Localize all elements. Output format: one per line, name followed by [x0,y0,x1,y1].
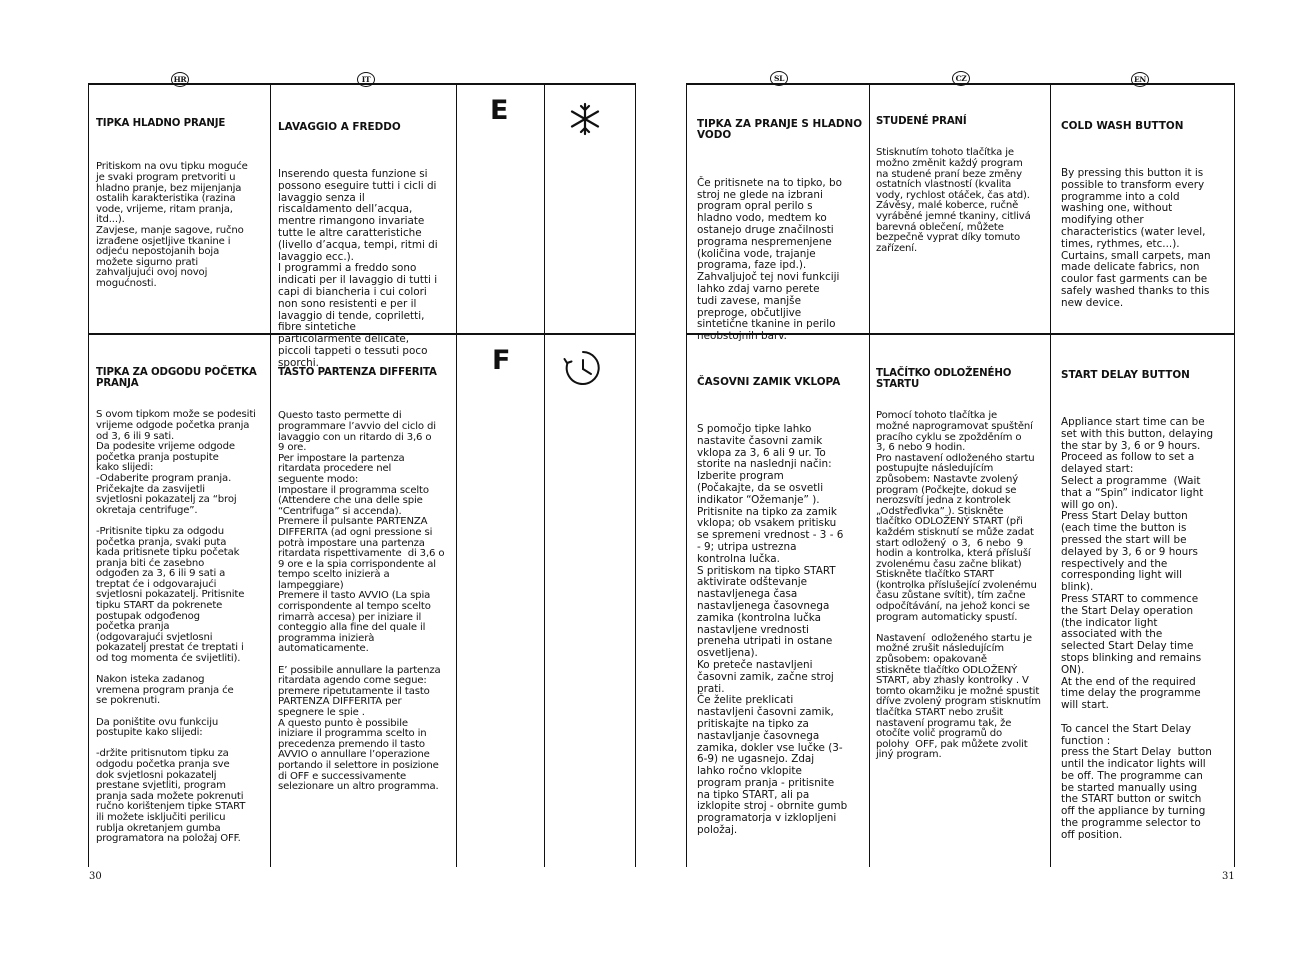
language-badge-it: IT [357,72,375,87]
column-divider [869,83,870,867]
section-body: Appliance start time can be set with this button, delaying the star by 3, 6 or 9 hours. Proceed as follow to set a delayed start: Select a programme (Wait that a “Spin” indicator light will go on). Press Start Delay button (each time the button is pressed the start will be delayed by 3, 6 or 9 hours respectively and the corresponding light will blink). Press START to commence the Start Delay operation (the indicator light associated with the selected Start Delay time stops blinking and remains ON). At the end of the required time delay the programme will start. To cancel the Start Delay function : press the Start Delay button until the indicator lights will be off. The programme can be started manually using the START button or switch off the appliance by turning the programme selector to off position. [1061,415,1214,841]
start-delay-text-cz [876,347,1048,772]
column-divider [686,83,687,867]
column-divider [1234,83,1235,867]
section-heading: COLD WASH BUTTON [1061,119,1184,132]
section-body: Pritiskom na ovu tipku moguće je svaki program pretvoriti u hladno pranje, bez mijenjanja ostalih karakteristika (razina vode, vrijeme, ritam pranja, itd...). Zavjese, manje sagove, ručno izrađene osjetljive tkanine i odjeću nepostojanih boja možete sigurno prati zahvaljujući ovoj novoj mogućnosti. [96,161,248,289]
section-body: Če pritisnete na to tipko, bo stroj ne glede na izbrani program opral perilo s hladno vodo, medtem ko ostanejo druge značilnosti programa nespremenjene (količina vode, trajanje programa, faze ipd.). Zahvaljujoč tej novi funkciji lahko zdaj varno perete tudi zavese, manjše preproge, občutljive sintetične tkanine in perilo neobstojnih barv. [697,176,842,343]
section-heading: TASTO PARTENZA DIFFERITA [278,367,437,379]
start-delay-text-en [1061,346,1233,853]
section-heading: STUDENÉ PRANÍ [876,116,967,128]
language-badge-sl: SL [770,71,788,86]
section-heading: LAVAGGIO A FREDDO [278,120,401,133]
snowflake-icon [567,101,603,137]
section-heading: TIPKA ZA ODGODU POČETKA PRANJA [96,367,257,390]
cold-wash-text-it [278,98,454,381]
column-divider [635,83,636,867]
language-badge-en: EN [1131,72,1149,87]
clock-delay-icon [563,349,603,389]
start-delay-text-hr [96,346,266,855]
section-body: Questo tasto permette di programmare l’avvio del ciclo di lavaggio con un ritardo di 3,6 o 9 ore. Per impostare la partenza ritardata procedere nel seguente modo: Impostare il programma scelto (Attendere che una delle spie “Centrifuga” si accenda). Premere il pulsante PARTENZA DIFFERITA (ad ogni pressione si potrà impostare una partenza ritardata rispettivamente di 3,6 o 9 ore e la spia corrispondente al tempo scelto inizierà a lampeggiare) Premere il tasto AVVIO (La spia corrispondente al tempo scelto rimarrà accesa) per iniziare il conteggio alla fine del quale il programma inizierà automaticamente. E’ possibile annullare la partenza ritardata agendo come segue: premere ripetutamente il tasto PARTENZA DIFFERITA per spegnere le spie . A questo punto è possibile iniziare il programma scelto in precedenza premendo il tasto AVVIO o annullare l’operazione portando il selettore in posizione di OFF e successivamente selezionare un altro programma. [278,410,445,793]
cold-wash-text-hr [96,97,266,300]
section-body: S ovom tipkom može se podesiti vrijeme odgode početka pranja od 3, 6 ili 9 sati. Da podesite vrijeme odgode početka pranja postupite kako slijedi: -Odaberite program pranja. Pričekajte da zasvijetli svjetlosni pokazatelj za “broj okretaja centrifuge”. -Pritisnite tipku za odgodu početka pranja, svaki puta kada pritisnete tipku početak pranja biti će zasebno odgođen za 3, 6 ili 9 sati a treptat će i odgovarajući svjetlosni pokazatelj. Pritisnite tipku START da pokrenete postupak odgođenog početka pranja (odgovarajući svjetlosni pokazatelj prestat će treptati i od tog momenta će svijetliti). Nakon isteka zadanog vremena program pranja će se pokrenuti. Da poništite ovu funkciju postupite kako slijedi: -držite pritisnutom tipku za odgodu početka pranja sve dok svjetlosni pokazatelj prestane svjetliti, program pranja sada možete pokrenuti ručno korištenjem tipke START ili možete isključiti perilicu rublja okretanjem gumba programatora na položaj OFF. [96,409,256,845]
section-heading: TIPKA ZA PRANJE S HLADNO VODO [697,117,863,142]
language-badge-hr: HR [171,72,189,87]
section-body: Inserendo questa funzione si possono eseguire tutti i cicli di lavaggio senza il riscaldamento dell’acqua, mentre rimangono invariate tutte le altre caratteristiche (livello d’acqua, tempi, ritmi di lavaggio ecc.). I programmi a freddo sono indicati per il lavaggio di tutti i capi di biancheria i cui colori non sono resistenti e per il lavaggio di tende, copriletti, fibre sintetiche particolarmente delicate, piccoli tappeti o tessuti poco sporchi. [278,167,438,369]
language-badge-cz: CZ [952,71,970,86]
section-letter-f: F [492,345,511,376]
start-delay-text-sl [697,353,867,849]
page-number-right: 31 [1222,871,1235,882]
section-body: Pomocí tohoto tlačítka je možné naprogramovat spuštění pracího cyklu se zpožděním o 3, 6 nebo 9 hodin. Pro nastavení odloženého startu postupujte následujícím způsobem: Nastavte zvolený program (Počkejte, dokud se nerozsvítí jedna z kontrolek „Odstřeďivka” ). Stiskněte tlačítko ODLOŽENÝ START (při každém stisknutí se může zadat start odložený o 3, 6 nebo 9 hodin a kontrolka, která přísluší zvolenému času začne blikat) Stiskněte tlačítko START (kontrolka příslušející zvolenému času zůstane svítit), tím začne odpočítávání, na jehož konci se program automaticky spustí. Nastavení odloženého startu je možné zrušit následujícím způsobem: opakovaně stiskněte tlačítko ODLOŽENÝ START, aby zhasly kontrolky . V tomto okamžiku je možné spustit dříve zvolený program stisknutím tlačítka START nebo zrušit nastavení programu tak, že otočíte volič programů do polohy OFF, pak můžete zvolit jiný program. [876,410,1041,761]
column-divider [456,83,457,867]
cold-wash-text-sl [697,95,867,355]
cold-wash-text-en [1061,97,1233,321]
section-letter-e: E [490,95,509,126]
page-number-left: 30 [89,871,102,882]
section-heading: TIPKA HLADNO PRANJE [96,118,226,130]
section-heading: START DELAY BUTTON [1061,368,1190,381]
section-heading: ČASOVNI ZAMIK VKLOPA [697,375,841,388]
cold-wash-text-cz [876,95,1048,265]
column-divider [88,83,89,867]
section-body: By pressing this button it is possible to transform every programme into a cold washing one, without modifying other characteristics (water level, times, rythmes, etc...). Curtains, small carpets, man made delicate fabrics, non coulor fast garments can be safely washed thanks to this new device. [1061,166,1211,309]
column-divider [1050,83,1051,867]
start-delay-text-it [278,346,454,803]
section-body: S pomočjo tipke lahko nastavite časovni zamik vklopa za 3, 6 ali 9 ur. To storite na naslednji način: Izberite program (Počakajte, da se osvetli indikator “Ožemanje” ). Pritisnite na tipko za zamik vklopa; ob vsakem pritisku se spremeni vrednost - 3 - 6 - 9; utripa ustrezna kontrolna lučka. S pritiskom na tipko START aktivirate odštevanje nastavljenega časa nastavljenega časovnega zamika (kontrolna lučka nastavljene vrednosti preneha utripati in ostane osvetljena). Ko preteče nastavljeni časovni zamik, začne stroj prati. Če želite preklicati nastavljeni časovni zamik, pritiskajte na tipko za nastavljanje časovnega zamika, dokler vse lučke (3- 6-9) ne ugasnejo. Zdaj lahko ročno vklopite program pranja - pritisnite na tipko START, ali pa izklopite stroj - obrnite gumb programatorja v izklopljeni položaj. [697,422,848,837]
column-divider [270,83,271,867]
section-heading: TLAČÍTKO ODLOŽENÉHO STARTU [876,368,1012,391]
column-divider [544,83,545,867]
section-body: Stisknutím tohoto tlačítka je možno změnit každý program na studené praní beze změny ostatních vlastností (kvalita vody, rychlost otáček, čas atd). Závěsy, malé koberce, ručně vyráběné jemné tkaniny, citlivá barevná oblečení, můžete bezpečně vyprat díky tomuto zařízení. [876,147,1031,254]
